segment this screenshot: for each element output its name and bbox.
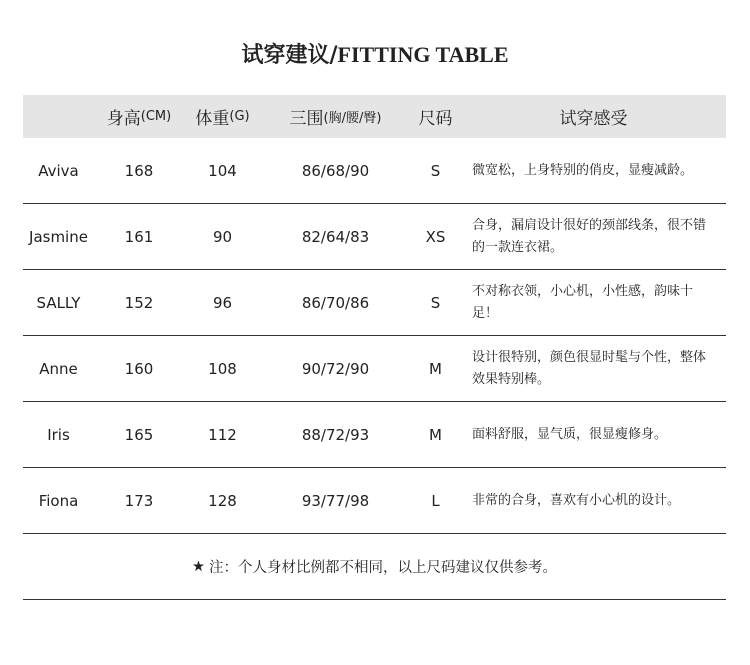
cell-weight: 90 bbox=[212, 227, 233, 246]
title-en: FITTING TABLE bbox=[337, 42, 509, 67]
header-height-label: 身高 bbox=[106, 109, 141, 129]
cell-weight: 96 bbox=[212, 293, 233, 312]
feedback-text: 微宽松，上身特别的俏皮，显瘦减龄。 bbox=[472, 162, 694, 178]
cell-height: 161 bbox=[124, 227, 154, 246]
header-measurements bbox=[261, 95, 410, 138]
table-row bbox=[23, 468, 726, 534]
fitting-table bbox=[23, 95, 726, 600]
star-icon: ★ bbox=[192, 558, 205, 575]
cell-weight: 128 bbox=[208, 491, 237, 510]
cell-weight: 108 bbox=[208, 359, 237, 378]
table-row bbox=[23, 402, 726, 468]
cell-height: 160 bbox=[124, 359, 154, 378]
header-measurements-unit: (胸/腰/臀) bbox=[323, 111, 382, 126]
cell-height: 152 bbox=[124, 293, 154, 312]
table-header bbox=[23, 95, 726, 138]
feedback-text: 面料舒服，显气质，很显瘦修身。 bbox=[472, 426, 668, 442]
cell-size: XS bbox=[425, 227, 446, 246]
header-measurements-label: 三围 bbox=[289, 109, 324, 129]
cell-size: S bbox=[430, 293, 441, 312]
table-row bbox=[23, 138, 726, 204]
title-cn: 试穿建议/ bbox=[241, 42, 338, 68]
cell-measurements: 90/72/90 bbox=[301, 359, 370, 378]
cell-name: Iris bbox=[47, 425, 70, 444]
cell-feedback bbox=[461, 270, 726, 335]
cell-size: M bbox=[429, 425, 442, 444]
cell-weight: 104 bbox=[208, 161, 237, 180]
cell-feedback bbox=[461, 138, 726, 203]
header-weight bbox=[184, 95, 261, 138]
table-row bbox=[23, 270, 726, 336]
header-name bbox=[23, 95, 94, 138]
cell-feedback bbox=[461, 402, 726, 467]
header-height bbox=[94, 95, 184, 138]
cell-measurements: 86/68/90 bbox=[301, 161, 370, 180]
header-weight-label: 体重 bbox=[195, 109, 230, 129]
header-height-unit: (CM) bbox=[140, 109, 172, 124]
cell-measurements: 93/77/98 bbox=[301, 491, 370, 510]
cell-measurements: 88/72/93 bbox=[301, 425, 370, 444]
feedback-text: 设计很特别，颜色很显时髦与个性，整体效果特别棒。 bbox=[472, 349, 707, 387]
cell-measurements: 86/70/86 bbox=[301, 293, 370, 312]
feedback-text: 不对称衣领，小心机，小性感，韵味十足！ bbox=[472, 283, 694, 321]
cell-height: 168 bbox=[124, 161, 154, 180]
cell-measurements: 82/64/83 bbox=[301, 227, 370, 246]
cell-name: Fiona bbox=[38, 491, 79, 510]
note-text: 注：个人身材比例都不相同，以上尺码建议仅供参考。 bbox=[209, 560, 557, 576]
page-title bbox=[0, 38, 750, 69]
feedback-text: 合身，漏肩设计很好的颈部线条，很不错的一款连衣裙。 bbox=[472, 217, 707, 255]
header-feedback: 试穿感受 bbox=[559, 109, 628, 129]
cell-size: M bbox=[429, 359, 442, 378]
cell-name: Aviva bbox=[38, 161, 79, 180]
feedback-text: 非常的合身，喜欢有小心机的设计。 bbox=[472, 492, 681, 508]
cell-feedback bbox=[461, 204, 726, 269]
table-row bbox=[23, 204, 726, 270]
disclaimer-note bbox=[23, 534, 726, 600]
header-size: 尺码 bbox=[418, 109, 453, 129]
cell-name: Anne bbox=[39, 359, 78, 378]
cell-weight: 112 bbox=[208, 425, 237, 444]
cell-size: L bbox=[431, 491, 440, 510]
cell-name: Jasmine bbox=[29, 227, 88, 246]
cell-height: 173 bbox=[124, 491, 154, 510]
header-weight-unit: (G) bbox=[229, 109, 250, 124]
cell-size: S bbox=[430, 161, 441, 180]
table-row bbox=[23, 336, 726, 402]
cell-height: 165 bbox=[124, 425, 154, 444]
cell-name: SALLY bbox=[36, 293, 81, 312]
cell-feedback bbox=[461, 336, 726, 401]
cell-feedback bbox=[461, 468, 726, 533]
